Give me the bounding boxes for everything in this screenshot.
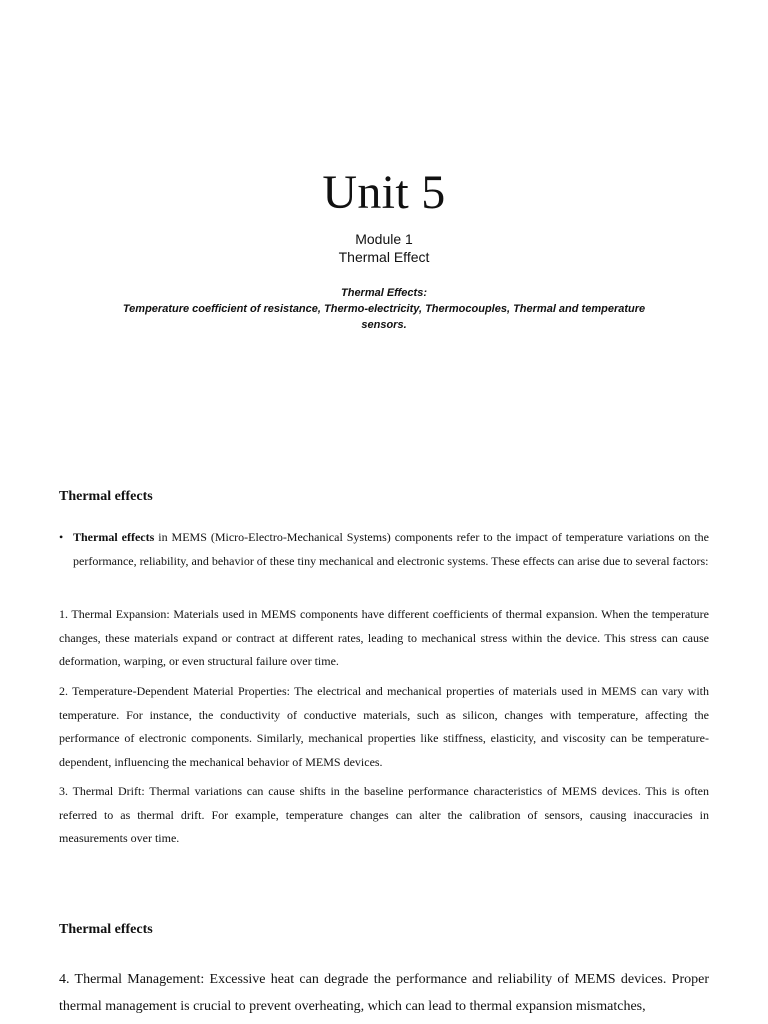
section-heading-2: Thermal effects — [59, 922, 153, 937]
bullet-body: in MEMS (Micro-Electro-Mechanical Systems) components refer to the impact of temperature variations on the performance, reliability, and behavior of these tiny mechanical and electronic systems. These effects can arise due to several factors: — [73, 530, 709, 568]
topics-heading: Thermal Effects: — [341, 287, 427, 299]
paragraph-material-properties: 2. Temperature-Dependent Material Properties: The electrical and mechanical properties of materials used in MEMS can vary with temperature. For instance, the conductivity of conductive materials, such as silicon, changes with temperature, affecting the performance of electronic components. Similarly, mechanical properties like stiffness, elasticity, and viscosity can be temperature-dependent, influencing the mechanical behavior of MEMS devices. — [59, 684, 709, 769]
unit-title: Unit 5 — [322, 166, 446, 219]
paragraph-thermal-expansion: 1. Thermal Expansion: Materials used in MEMS components have different coefficients of thermal expansion. When the temperature changes, these materials expand or contract at different rates, leading to mechanical stress within the device. This stress can cause deformation, warping, or even structural failure over time. — [59, 607, 709, 668]
module-label: Module 1 — [355, 231, 413, 247]
paragraph-thermal-management: 4. Thermal Management: Excessive heat can degrade the performance and reliability of MEMS devices. Proper thermal management is crucial to prevent overheating, which can lead to thermal expansion mismatches, — [59, 972, 709, 1014]
topics-list: Temperature coefficient of resistance, Thermo-electricity, Thermocouples, Thermal and temperature sensors. — [122, 303, 646, 331]
bullet-bold-term: Thermal effects — [73, 530, 155, 544]
bullet-item — [59, 526, 709, 573]
bullet-text — [73, 526, 709, 573]
section-heading: Thermal effects — [59, 489, 153, 504]
module-subtitle: Thermal Effect — [338, 249, 430, 265]
paragraph-thermal-drift: 3. Thermal Drift: Thermal variations can cause shifts in the baseline performance characteristics of MEMS devices. This is often referred to as thermal drift. For example, temperature changes can alter the calibration of sensors, causing inaccuracies in measurements over time. — [59, 784, 709, 845]
bullet-marker: • — [59, 530, 64, 544]
